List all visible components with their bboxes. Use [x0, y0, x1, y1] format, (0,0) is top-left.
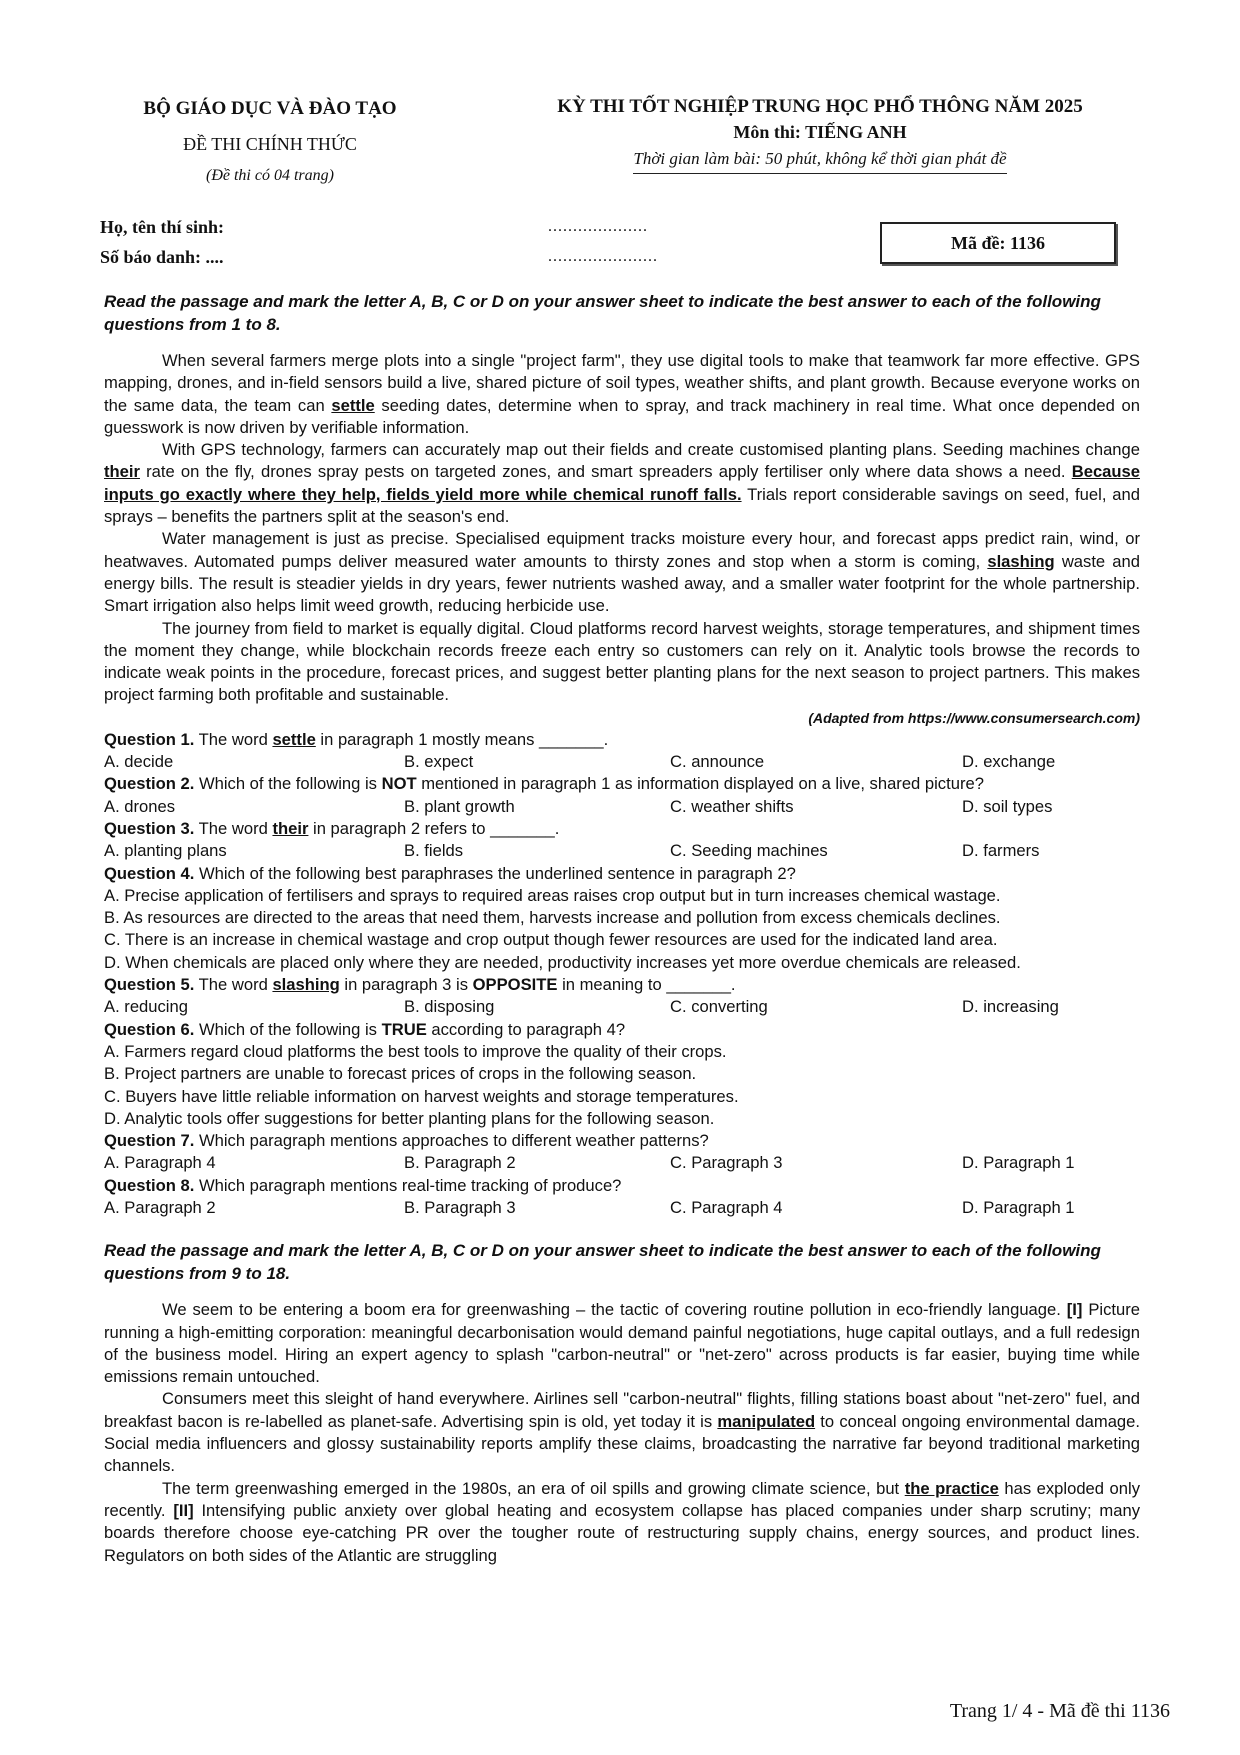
question-5-options — [104, 996, 1140, 1018]
question-8-options — [104, 1197, 1140, 1219]
option-a: A. Paragraph 4 — [104, 1153, 216, 1173]
question-6-option-d: D. Analytic tools offer suggestions for better planting plans for the following season. — [104, 1108, 715, 1128]
option-c: C. Paragraph 3 — [670, 1153, 783, 1173]
header-left — [100, 98, 440, 185]
question-6-option-b: B. Project partners are unable to forecast prices of crops in the following season. — [104, 1064, 697, 1084]
insert-marker-1: [I] — [1066, 1300, 1083, 1320]
option-b: B. plant growth — [404, 796, 515, 816]
question-4-option-a: A. Precise application of fertilisers and sprays to required areas raises crop output but in turn increases chemical wastage. — [104, 885, 1001, 905]
option-b: B. Paragraph 2 — [404, 1153, 516, 1173]
option-c: C. converting — [670, 997, 768, 1017]
option-b: B. expect — [404, 752, 474, 772]
option-b: B. fields — [404, 841, 464, 861]
passage1-paragraph1: When several farmers merge plots into a single "project farm", they use digital tools to make that teamwork far more effective. GPS mapping, drones, and in-field sensors build a live, shared picture of soil types, weather shifts, and plant growth. Because everyone works on the same data, the team can settle seeding dates, determine when to spray, and track machinery in real time. What once depended on guesswork is now driven by verifiable information. — [104, 351, 1140, 437]
passage1-source: (Adapted from https://www.consumersearch.com) — [808, 709, 1140, 726]
question-3-options — [104, 840, 1140, 862]
question-4-option-d: D. When chemicals are placed only where they are needed, productivity increases yet more overdue chemicals are released. — [104, 952, 1021, 972]
option-d: D. Paragraph 1 — [962, 1197, 1075, 1217]
option-c: C. Seeding machines — [670, 841, 828, 861]
option-a: A. decide — [104, 752, 174, 772]
subject: Môn thi: TIẾNG ANH — [733, 122, 907, 142]
option-d: D. soil types — [962, 796, 1053, 816]
section2-instruction: Read the passage and mark the letter A, B, C or D on your answer sheet to indicate the best answer to each of the following questions from 9 to 18. — [104, 1241, 1101, 1284]
id-label: Số báo danh: .... — [100, 247, 224, 267]
underlined-phrase-the-practice: the practice — [904, 1478, 999, 1498]
ministry-name: BỘ GIÁO DỤC VÀ ĐÀO TẠO — [143, 98, 397, 119]
id-dots: ...................... — [548, 248, 658, 265]
option-c: C. announce — [670, 752, 765, 772]
option-a: A. Paragraph 2 — [104, 1197, 216, 1217]
underlined-word-manipulated: manipulated — [717, 1411, 816, 1431]
official-label: ĐỀ THI CHÍNH THỨC — [183, 134, 357, 154]
exam-code-box — [880, 222, 1116, 264]
option-b: B. disposing — [404, 997, 495, 1017]
candidate-info — [100, 212, 224, 272]
exam-title: KỲ THI TỐT NGHIỆP TRUNG HỌC PHỔ THÔNG NĂM 2025 — [557, 96, 1083, 117]
option-d: D. increasing — [962, 997, 1059, 1017]
insert-marker-2: [II] — [173, 1500, 194, 1520]
passage2-paragraph3: The term greenwashing emerged in the 1980s, an era of oil spills and growing climate science, but the practice has exploded only recently. [II] Intensifying public anxiety over global heating and ecosystem collapse has placed companies under sharp scrutiny; many boards therefore choose eye-catching PR over the tougher route of restructuring supply chains, energy sources, and product lines. Regulators on both sides of the Atlantic are struggling — [104, 1478, 1140, 1565]
question-6-option-a: A. Farmers regard cloud platforms the best tools to improve the quality of their crops. — [104, 1041, 727, 1061]
passage2-paragraph1: We seem to be entering a boom era for greenwashing – the tactic of covering routine pollution in eco-friendly language. [I] Picture running a high-emitting corporation: meaningful decarbonisation would demand painful negotiations, huge capital outlays, and a full redesign of the business model. Hiring an expert agency to splash "carbon-neutral" or "net-zero" across products is far easier, buying time while emissions remain untouched. — [104, 1300, 1140, 1387]
option-b: B. Paragraph 3 — [404, 1197, 516, 1217]
question-7: Question 7. Which paragraph mentions approaches to different weather patterns? — [104, 1131, 709, 1151]
option-a: A. planting plans — [104, 841, 227, 861]
option-a: A. reducing — [104, 997, 188, 1017]
question-3: Question 3. The word their in paragraph 2 refers to _______. — [104, 818, 560, 838]
time-limit: Thời gian làm bài: 50 phút, không kể thời gian phát đề — [633, 149, 1006, 174]
option-c: C. weather shifts — [670, 796, 794, 816]
name-label: Họ, tên thí sinh: — [100, 217, 225, 237]
passage2-paragraph2: Consumers meet this sleight of hand everywhere. Airlines sell "carbon-neutral" flights, filling stations boast about "net-zero" fuel, and breakfast bacon is re-labelled as planet-safe. Advertising spin is old, yet today it is manipulated to conceal ongoing environmental damage. Social media influencers and glossy sustainability reports amplify these claims, broadcasting the narrative far beyond traditional marketing channels. — [104, 1389, 1140, 1476]
passage1-paragraph3: Water management is just as precise. Specialised equipment tracks moisture every hour, and forecast apps predict rain, wind, or heatwaves. Automated pumps deliver measured water amounts to thirsty zones and stop when a storm is coming, slashing waste and energy bills. The result is steadier yields in dry years, fewer nutrients washed away, and a smaller water footprint for the whole partnership. Smart irrigation also helps limit weed growth, reducing herbicide use. — [104, 529, 1140, 616]
passage1-paragraph2: With GPS technology, farmers can accurately map out their fields and create customised planting plans. Seeding machines change their rate on the fly, drones spray pests on targeted zones, and smart spreaders apply fertiliser only where data shows a need. Because inputs go exactly where they help, fields yield more while chemical runoff falls. Trials report considerable savings on seed, fuel, and sprays – benefits the partners split at the season's end. — [104, 440, 1140, 527]
underlined-word-settle: settle — [331, 395, 375, 415]
page-footer: Trang 1/ 4 - Mã đề thi 1136 — [949, 1700, 1170, 1722]
section1-instruction: Read the passage and mark the letter A, B, C or D on your answer sheet to indicate the best answer to each of the following questions from 1 to 8. — [104, 292, 1101, 334]
passage1-paragraph4: The journey from field to market is equally digital. Cloud platforms record harvest weights, storage temperatures, and shipment times the moment they change, while blockchain records freeze each entry so customers can rely on it. Analytic tools browse the records to indicate weak points in the procedure, forecast prices, and suggest better planting plans for the next season to project partners. This makes project farming both profitable and sustainable. — [104, 618, 1140, 705]
name-dots: .................... — [548, 218, 648, 235]
question-1-options — [104, 751, 1140, 773]
exam-content — [104, 290, 1140, 1567]
question-2-options — [104, 796, 1140, 818]
option-a: A. drones — [104, 796, 176, 816]
question-2: Question 2. Which of the following is NOT mentioned in paragraph 1 as information displayed on a live, shared picture? — [104, 774, 984, 794]
question-5: Question 5. The word slashing in paragraph 3 is OPPOSITE in meaning to _______. — [104, 975, 736, 995]
question-7-options — [104, 1152, 1140, 1174]
option-c: C. Paragraph 4 — [670, 1197, 783, 1217]
question-8: Question 8. Which paragraph mentions real-time tracking of produce? — [104, 1175, 622, 1195]
candidate-dots — [548, 212, 658, 272]
question-1: Question 1. The word settle in paragraph 1 mostly means _______. — [104, 729, 609, 749]
header-right — [480, 96, 1160, 174]
option-d: D. farmers — [962, 841, 1040, 861]
question-4: Question 4. Which of the following best paraphrases the underlined sentence in paragraph 2? — [104, 863, 796, 883]
page-count: (Đề thi có 04 trang) — [206, 167, 334, 184]
question-6: Question 6. Which of the following is TRUE according to paragraph 4? — [104, 1019, 626, 1039]
option-d: D. Paragraph 1 — [962, 1153, 1075, 1173]
underlined-word-slashing: slashing — [987, 551, 1055, 571]
question-4-option-c: C. There is an increase in chemical wastage and crop output though fewer resources are used for the indicated land area. — [104, 930, 998, 950]
question-4-option-b: B. As resources are directed to the areas that need them, harvests increase and pollution from excess chemicals declines. — [104, 908, 1001, 928]
option-d: D. exchange — [962, 752, 1056, 772]
underlined-word-their: their — [104, 462, 140, 482]
underlined-sentence: Because inputs go exactly where they help, fields yield more while chemical runoff falls. — [104, 462, 1140, 504]
exam-code: Mã đề: 1136 — [951, 232, 1045, 253]
question-6-option-c: C. Buyers have little reliable information on harvest weights and storage temperatures. — [104, 1086, 739, 1106]
